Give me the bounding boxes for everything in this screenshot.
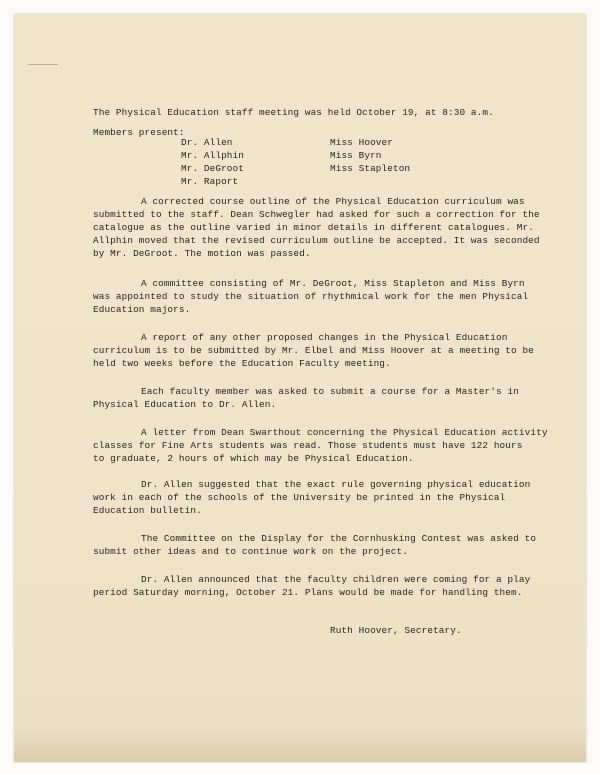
paragraph-line: A corrected course outline of the Physical Education curriculum was	[141, 196, 525, 207]
member-name: Miss Stapleton	[330, 163, 411, 174]
paragraph-line: period Saturday morning, October 21. Plans would be made for handling them.	[93, 587, 523, 598]
paragraph-line: Dr. Allen suggested that the exact rule governing physical education	[141, 479, 531, 490]
paragraph-line: to graduate, 2 hours of which may be Physical Education.	[93, 453, 414, 464]
paragraph-line: was appointed to study the situation of rhythmical work for the men Physical	[93, 291, 529, 302]
member-name: Mr. Allphin	[181, 150, 244, 161]
paragraph-line: The Committee on the Display for the Cornhusking Contest was asked to	[141, 533, 537, 544]
member-name: Mr. Raport	[181, 176, 239, 187]
paragraph-line: Education bulletin.	[93, 505, 202, 516]
paragraph-line: Education majors.	[93, 304, 191, 315]
paragraph-line: catalogue as the outline varied in minor details in different catalogues. Mr.	[93, 222, 534, 233]
paper-lower-edge	[14, 726, 586, 762]
member-name: Mr. DeGroot	[181, 163, 244, 174]
secretary-signature-line: Ruth Hoover, Secretary.	[330, 625, 462, 636]
paragraph-line: submitted to the staff. Dean Schwegler had asked for such a correction for the	[93, 209, 540, 220]
member-name: Dr. Allen	[181, 137, 233, 148]
member-name: Miss Hoover	[330, 137, 393, 148]
opening-line: The Physical Education staff meeting was held October 19, at 8:30 a.m.	[93, 107, 494, 118]
paragraph-line: Physical Education to Dr. Allen.	[93, 399, 277, 410]
paragraph-line: submit other ideas and to continue work on the project.	[93, 546, 408, 557]
paragraph-line: by Mr. DeGroot. The motion was passed.	[93, 248, 311, 259]
paragraph-line: held two weeks before the Education Faculty meeting.	[93, 358, 391, 369]
paragraph-line: Allphin moved that the revised curriculum outline be accepted. It was seconded	[93, 235, 540, 246]
paragraph-line: curriculum is to be submitted by Mr. Elbel and Miss Hoover at a meeting to be	[93, 345, 534, 356]
member-name: Miss Byrn	[330, 150, 382, 161]
hole-punch-mark	[28, 64, 58, 65]
paragraph-line: classes for Fine Arts students was read. Those students must have 122 hours	[93, 440, 523, 451]
paragraph-line: work in each of the schools of the University be printed in the Physical	[93, 492, 506, 503]
members-label: Members present:	[93, 127, 185, 138]
paragraph-line: Dr. Allen announced that the faculty children were coming for a play	[141, 574, 531, 585]
paragraph-line: A letter from Dean Swarthout concerning the Physical Education activity	[141, 427, 548, 438]
paragraph-line: A report of any other proposed changes in the Physical Education	[141, 332, 508, 343]
paragraph-line: A committee consisting of Mr. DeGroot, Miss Stapleton and Miss Byrn	[141, 278, 525, 289]
paragraph-line: Each faculty member was asked to submit a course for a Master's in	[141, 386, 519, 397]
